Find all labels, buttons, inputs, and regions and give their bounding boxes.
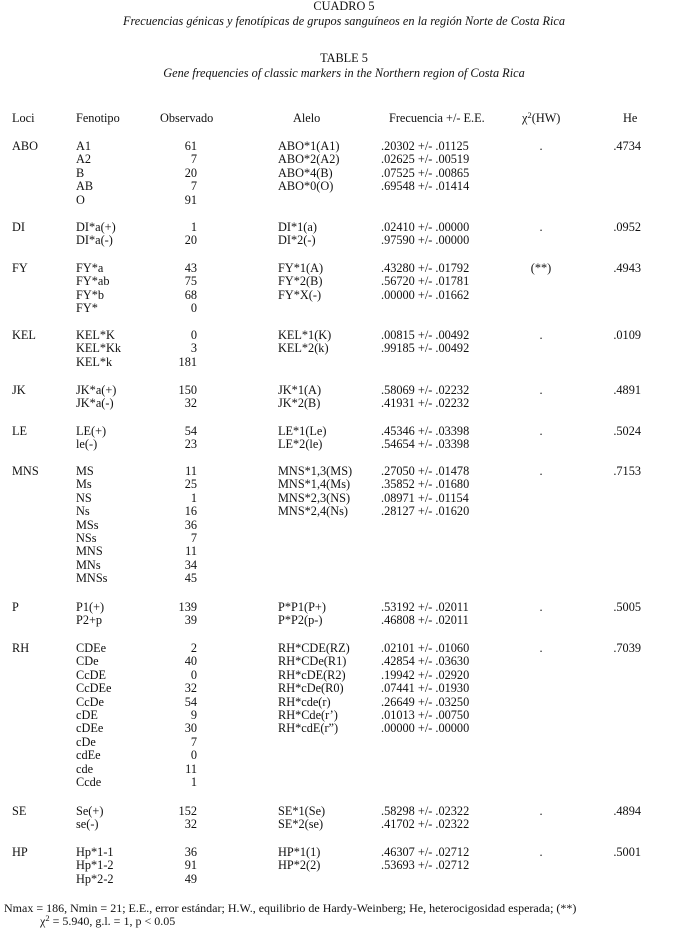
chi-square-value — [530, 140, 552, 153]
frequency-list-line: .56720 +/- .01781 — [381, 274, 470, 289]
chi-square-value — [530, 262, 552, 275]
frequency-list-line: .54654 +/- .03398 — [381, 437, 470, 452]
frequency-list — [381, 140, 469, 194]
observed-list-line: 11 — [185, 544, 197, 559]
frequency-list — [381, 221, 469, 248]
footnote-line-2 — [4, 915, 684, 928]
allele-list — [278, 846, 320, 873]
observed-list-line: 20 — [184, 233, 197, 248]
phenotype-list-line: MNs — [76, 557, 101, 572]
observed-list — [130, 425, 197, 452]
frequency-list-line: .20302 +/- .01125 — [381, 139, 469, 153]
locus-name — [12, 465, 39, 478]
footnote-chi-superscript: 2 — [45, 913, 50, 923]
allele-list — [278, 384, 321, 411]
phenotype-list-line: AB — [76, 179, 94, 194]
phenotype-list-line: NS — [76, 490, 92, 505]
frequency-list-line: .28127 +/- .01620 — [381, 504, 470, 519]
chi-suffix: (HW) — [531, 111, 561, 125]
phenotype-list-line: DI*a(+) — [76, 220, 116, 234]
heterozygosity-value — [608, 642, 641, 655]
locus-name-value: ABO — [12, 139, 38, 153]
frequency-list-line: .41931 +/- .02232 — [381, 396, 470, 411]
allele-list-line: FY*X(-) — [278, 287, 322, 302]
heterozygosity-value-value: .5001 — [613, 845, 641, 859]
frequency-list-line: .02625 +/- .00519 — [381, 152, 470, 167]
observed-list-line: 181 — [178, 354, 197, 369]
phenotype-list-line: cDEe — [76, 721, 104, 736]
phenotype-list — [76, 221, 116, 248]
chi-superscript: 2 — [527, 110, 532, 120]
observed-list — [130, 140, 197, 207]
locus-name-value: JK — [12, 383, 26, 397]
footnote-line-1: Nmax = 186, Nmin = 21; E.E., error estándar; H.W., equilibrio de Hardy-Weinberg; He, heterocigosidad esperada; (**) — [4, 901, 577, 915]
phenotype-list-line: FY*ab — [76, 274, 110, 289]
phenotype-list — [76, 601, 104, 628]
heterozygosity-value-value: .4734 — [613, 139, 641, 153]
heterozygosity-value-value: .0952 — [613, 220, 641, 234]
frequency-list-line: .19942 +/- .02920 — [381, 667, 470, 682]
header-loci: Loci — [12, 111, 35, 125]
allele-list-line: KEL*1(K) — [278, 328, 332, 342]
heterozygosity-value-value: .5005 — [613, 600, 641, 614]
phenotype-list — [76, 642, 112, 789]
allele-list-line: RH*cdE(r”) — [278, 721, 339, 736]
phenotype-list-line: JK*a(+) — [76, 383, 117, 397]
allele-list — [278, 465, 352, 519]
allele-list — [278, 642, 350, 736]
table-title-es: CUADRO 5 — [313, 0, 375, 13]
header-frecuencia: Frecuencia +/- E.E. — [389, 111, 485, 125]
heterozygosity-value — [608, 262, 641, 275]
phenotype-list — [76, 425, 106, 452]
observed-list-line: 30 — [184, 721, 197, 736]
frequency-list — [381, 601, 469, 628]
observed-list-line: 32 — [184, 681, 197, 696]
observed-list-line: 3 — [190, 341, 197, 356]
allele-list-line: DI*1(a) — [278, 220, 317, 234]
locus-name — [12, 329, 36, 342]
phenotype-list-line: le(-) — [76, 437, 98, 452]
observed-list-line: 2 — [190, 641, 197, 655]
phenotype-list — [76, 262, 109, 316]
phenotype-list-line: cdEe — [76, 748, 101, 763]
allele-list-line: RH*CDe(R1) — [278, 654, 347, 669]
observed-list-line: 0 — [190, 328, 197, 342]
locus-name — [12, 262, 28, 275]
chi-square-value — [530, 805, 552, 818]
table-subtitle-en: Gene frequencies of classic markers in the Northern region of Costa Rica — [163, 66, 525, 80]
chi-square-value-value: . — [539, 845, 543, 859]
frequency-list — [381, 425, 469, 452]
phenotype-list-line: NSs — [76, 530, 97, 545]
observed-list-line: 7 — [190, 179, 197, 194]
locus-name-value: LE — [12, 424, 28, 438]
phenotype-list-line: MNS — [76, 544, 103, 559]
allele-list — [278, 601, 326, 628]
frequency-list-line: .01013 +/- .00750 — [381, 707, 470, 722]
frequency-list-line: .02410 +/- .00000 — [381, 220, 470, 234]
phenotype-list-line: FY*a — [76, 261, 104, 275]
phenotype-list-line: Se(+) — [76, 804, 104, 818]
observed-list-line: 54 — [184, 424, 197, 438]
locus-name-value: KEL — [12, 328, 36, 342]
observed-list-line: 152 — [178, 804, 197, 818]
header-fenotipo: Fenotipo — [76, 111, 120, 125]
locus-name — [12, 384, 26, 397]
phenotype-list-line: Ms — [76, 477, 92, 492]
phenotype-list-line: DI*a(-) — [76, 233, 113, 248]
frequency-list-line: .27050 +/- .01478 — [381, 464, 470, 478]
locus-name-value: P — [12, 600, 19, 614]
observed-list — [130, 221, 197, 248]
allele-list-line: RH*cde(r) — [278, 694, 331, 709]
chi-square-value — [530, 425, 552, 438]
chi-square-value-value: . — [539, 220, 543, 234]
heterozygosity-value — [608, 329, 641, 342]
phenotype-list-line: cde — [76, 761, 94, 776]
heterozygosity-value — [608, 140, 641, 153]
frequency-list-line: .42854 +/- .03630 — [381, 654, 470, 669]
frequency-list-line: .43280 +/- .01792 — [381, 261, 470, 275]
heterozygosity-value — [608, 221, 641, 234]
observed-list-line: 16 — [184, 504, 197, 519]
observed-list-line: 39 — [184, 613, 197, 628]
chi-square-value-value: . — [539, 641, 543, 655]
observed-list-line: 1 — [190, 774, 197, 789]
allele-list-line: JK*2(B) — [278, 396, 321, 411]
allele-list-line: RH*Cde(r’) — [278, 707, 338, 722]
observed-list-line: 45 — [184, 571, 197, 586]
phenotype-list-line: A2 — [76, 152, 92, 167]
phenotype-list-line: cDe — [76, 734, 96, 749]
observed-list-line: 36 — [184, 845, 197, 859]
chi-square-value-value: . — [539, 804, 543, 818]
phenotype-list-line: Ns — [76, 504, 90, 519]
chi-square-value — [530, 465, 552, 478]
heterozygosity-value — [608, 846, 641, 859]
locus-name-value: RH — [12, 641, 30, 655]
header-chi-square-hw — [522, 112, 560, 125]
frequency-list — [381, 846, 469, 873]
phenotype-list-line: LE(+) — [76, 424, 107, 438]
allele-list — [278, 805, 325, 832]
observed-list-line: 75 — [184, 274, 197, 289]
allele-list-line: RH*cDE(R2) — [278, 667, 346, 682]
allele-list-line: ABO*1(A1) — [278, 139, 340, 153]
observed-list — [130, 262, 197, 316]
observed-list — [130, 642, 197, 789]
phenotype-list-line: Hp*1-1 — [76, 845, 114, 859]
heterozygosity-value — [608, 384, 641, 397]
phenotype-list-line: P2+p — [76, 613, 103, 628]
phenotype-list-line: JK*a(-) — [76, 396, 114, 411]
frequency-list — [381, 805, 469, 832]
chi-square-value — [530, 329, 552, 342]
frequency-list-line: .00000 +/- .01662 — [381, 287, 470, 302]
observed-list-line: 11 — [185, 464, 197, 478]
frequency-list-line: .02101 +/- .01060 — [381, 641, 470, 655]
heterozygosity-value-value: .7153 — [613, 464, 641, 478]
frequency-list — [381, 329, 469, 356]
observed-list — [130, 465, 197, 586]
observed-list-line: 1 — [190, 220, 197, 234]
observed-list-line: 32 — [184, 396, 197, 411]
phenotype-list-line: MS — [76, 464, 94, 478]
observed-list-line: 7 — [190, 530, 197, 545]
allele-list-line: SE*1(Se) — [278, 804, 326, 818]
frequency-list — [381, 384, 469, 411]
phenotype-list-line: CcDEe — [76, 681, 112, 696]
phenotype-list-line: P1(+) — [76, 600, 105, 614]
locus-name — [12, 221, 25, 234]
locus-name-value: SE — [12, 804, 27, 818]
frequency-list-line: .35852 +/- .01680 — [381, 477, 470, 492]
table-title-en: TABLE 5 — [320, 51, 368, 65]
allele-list-line: MNS*2,3(NS) — [278, 490, 351, 505]
observed-list-line: 68 — [184, 287, 197, 302]
allele-list-line: HP*2(2) — [278, 858, 321, 873]
chi-square-value — [530, 384, 552, 397]
observed-list-line: 7 — [190, 152, 197, 167]
observed-list-line: 11 — [185, 761, 197, 776]
phenotype-list-line: se(-) — [76, 817, 99, 832]
phenotype-list-line: Hp*2-2 — [76, 871, 114, 886]
table-subtitle-es: Frecuencias génicas y fenotípicas de grupos sanguíneos en la región Norte de Costa Rica — [122, 14, 566, 28]
observed-list-line: 54 — [184, 694, 197, 709]
header-he: He — [623, 111, 638, 125]
allele-list-line: P*P1(P+) — [278, 600, 326, 614]
locus-name — [12, 601, 19, 614]
frequency-list-line: .58298 +/- .02322 — [381, 804, 470, 818]
phenotype-list-line: FY* — [76, 301, 98, 316]
chi-square-value-value: . — [539, 328, 543, 342]
observed-list-line: 49 — [184, 871, 197, 886]
allele-list — [278, 425, 326, 452]
chi-square-value — [530, 221, 552, 234]
observed-list — [130, 846, 197, 886]
heterozygosity-value-value: .4894 — [613, 804, 641, 818]
chi-square-value-value: . — [539, 464, 543, 478]
frequency-list-line: .53693 +/- .02712 — [381, 858, 470, 873]
observed-list-line: 0 — [190, 748, 197, 763]
phenotype-list-line: CDEe — [76, 641, 107, 655]
frequency-list-line: .00815 +/- .00492 — [381, 328, 470, 342]
frequency-list-line: .46808 +/- .02011 — [381, 613, 469, 628]
heterozygosity-value-value: .0109 — [613, 328, 641, 342]
observed-list-line: 91 — [184, 858, 197, 873]
allele-list-line: DI*2(-) — [278, 233, 316, 248]
allele-list-line: FY*2(B) — [278, 274, 323, 289]
phenotype-list-line: KEL*K — [76, 328, 115, 342]
locus-name — [12, 425, 27, 438]
locus-name-value: MNS — [12, 464, 39, 478]
observed-list-line: 36 — [184, 517, 197, 532]
allele-list-line: ABO*0(O) — [278, 179, 334, 194]
frequency-list-line: .46307 +/- .02712 — [381, 845, 470, 859]
frequency-list-line: .97590 +/- .00000 — [381, 233, 470, 248]
frequency-list-line: .00000 +/- .00000 — [381, 721, 470, 736]
phenotype-list-line: Ccde — [76, 774, 102, 789]
frequency-list — [381, 465, 469, 519]
phenotype-list-line: KEL*Kk — [76, 341, 122, 356]
observed-list — [130, 329, 197, 369]
frequency-list — [381, 262, 469, 302]
phenotype-list-line: B — [76, 165, 85, 180]
frequency-list-line: .69548 +/- .01414 — [381, 179, 470, 194]
header-alelo: Alelo — [293, 111, 321, 125]
heterozygosity-value — [608, 805, 641, 818]
chi-square-value-value: . — [539, 600, 543, 614]
frequency-list-line: .99185 +/- .00492 — [381, 341, 470, 356]
frequency-list-line: .07441 +/- .01930 — [381, 681, 470, 696]
heterozygosity-value-value: .7039 — [613, 641, 641, 655]
frequency-list-line: .26649 +/- .03250 — [381, 694, 470, 709]
phenotype-list-line: CcDe — [76, 694, 104, 709]
phenotype-list-line: MSs — [76, 517, 99, 532]
observed-list-line: 43 — [184, 261, 197, 275]
observed-list-line: 23 — [184, 437, 197, 452]
footnote — [4, 902, 684, 928]
locus-name — [12, 642, 29, 655]
frequency-list-line: .08971 +/- .01154 — [381, 490, 469, 505]
chi-square-value — [530, 601, 552, 614]
phenotype-list-line: O — [76, 192, 85, 207]
allele-list-line: LE*1(Le) — [278, 424, 327, 438]
observed-list-line: 0 — [190, 667, 197, 682]
frequency-list-line: .58069 +/- .02232 — [381, 383, 470, 397]
phenotype-list — [76, 805, 103, 832]
chi-square-value — [530, 846, 552, 859]
heterozygosity-value — [608, 601, 641, 614]
allele-list-line: RH*cDe(R0) — [278, 681, 344, 696]
observed-list-line: 7 — [190, 734, 197, 749]
allele-list-line: ABO*2(A2) — [278, 152, 340, 167]
observed-list-line: 40 — [184, 654, 197, 669]
observed-list-line: 32 — [184, 817, 197, 832]
phenotype-list-line: CcDE — [76, 667, 107, 682]
observed-list-line: 61 — [184, 139, 197, 153]
chi-square-value-value: (**) — [530, 261, 552, 275]
chi-square-value-value: . — [539, 139, 543, 153]
observed-list — [130, 601, 197, 628]
phenotype-list-line: A1 — [76, 139, 92, 153]
phenotype-list-line: CDe — [76, 654, 99, 669]
allele-list — [278, 329, 331, 356]
observed-list-line: 150 — [178, 383, 197, 397]
phenotype-list-line: KEL*k — [76, 354, 113, 369]
observed-list-line: 20 — [184, 165, 197, 180]
frequency-list-line: .53192 +/- .02011 — [381, 600, 469, 614]
heterozygosity-value — [608, 425, 641, 438]
chi-square-value-value: . — [539, 383, 543, 397]
allele-list-line: SE*2(se) — [278, 817, 324, 832]
allele-list-line: MNS*1,3(MS) — [278, 464, 353, 478]
phenotype-list — [76, 465, 107, 586]
allele-list — [278, 140, 339, 194]
observed-list — [130, 384, 197, 411]
allele-list-line: ABO*4(B) — [278, 165, 333, 180]
heterozygosity-value-value: .4891 — [613, 383, 641, 397]
allele-list-line: P*P2(p-) — [278, 613, 323, 628]
observed-list-line: 34 — [184, 557, 197, 572]
frequency-list-line: .45346 +/- .03398 — [381, 424, 470, 438]
heterozygosity-value-value: .4943 — [613, 261, 641, 275]
allele-list-line: KEL*2(k) — [278, 341, 329, 356]
phenotype-list — [76, 140, 93, 207]
allele-list-line: JK*1(A) — [278, 383, 322, 397]
allele-list-line: HP*1(1) — [278, 845, 321, 859]
observed-list-line: 25 — [184, 477, 197, 492]
frequency-list-line: .41702 +/- .02322 — [381, 817, 470, 832]
observed-list-line: 9 — [190, 707, 197, 722]
frequency-list-line: .07525 +/- .00865 — [381, 165, 470, 180]
chi-square-value-value: . — [539, 424, 543, 438]
observed-list-line: 91 — [184, 192, 197, 207]
phenotype-list-line: Hp*1-2 — [76, 858, 114, 873]
allele-list-line: FY*1(A) — [278, 261, 324, 275]
locus-name-value: DI — [12, 220, 25, 234]
locus-name — [12, 140, 38, 153]
locus-name-value: HP — [12, 845, 28, 859]
footnote-chi-symbol: χ — [40, 914, 46, 928]
locus-name — [12, 846, 28, 859]
observed-list-line: 1 — [190, 490, 197, 505]
chi-square-value — [530, 642, 552, 655]
observed-list-line: 139 — [178, 600, 197, 614]
header-observado: Observado — [160, 111, 214, 125]
allele-list-line: RH*CDE(RZ) — [278, 641, 350, 655]
heterozygosity-value-value: .5024 — [613, 424, 641, 438]
phenotype-list — [76, 329, 121, 369]
allele-list-line: LE*2(le) — [278, 437, 323, 452]
phenotype-list-line: cDE — [76, 707, 98, 722]
allele-list — [278, 262, 323, 302]
phenotype-list-line: MNSs — [76, 571, 108, 586]
chi-symbol: χ — [522, 111, 528, 125]
allele-list-line: MNS*2,4(Ns) — [278, 504, 349, 519]
locus-name — [12, 805, 26, 818]
heterozygosity-value — [608, 465, 641, 478]
phenotype-list — [76, 384, 116, 411]
phenotype-list — [76, 846, 114, 886]
observed-list-line: 0 — [190, 301, 197, 316]
allele-list — [278, 221, 317, 248]
observed-list — [130, 805, 197, 832]
allele-list-line: MNS*1,4(Ms) — [278, 477, 351, 492]
footnote-chi-result: = 5.940, g.l. = 1, p < 0.05 — [49, 914, 176, 928]
frequency-list — [381, 642, 469, 736]
phenotype-list-line: FY*b — [76, 287, 105, 302]
locus-name-value: FY — [12, 261, 28, 275]
